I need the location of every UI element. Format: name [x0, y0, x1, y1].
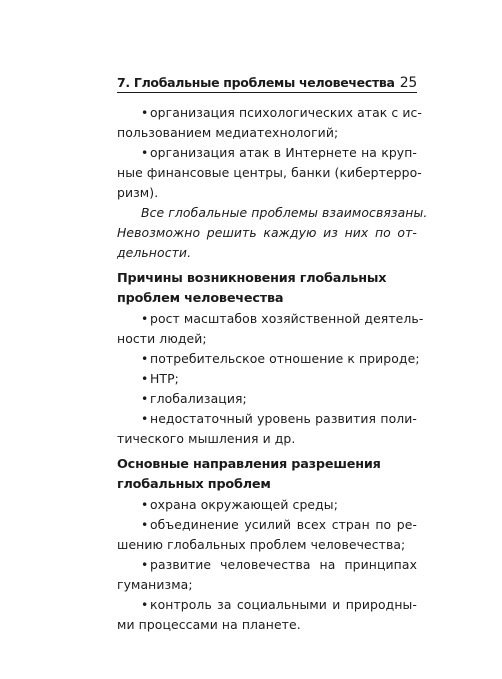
list-item-text: контроль за социальными и природны-	[150, 597, 417, 612]
bullet-glyph: •	[141, 105, 149, 120]
running-header	[117, 70, 417, 93]
bullet-glyph: •	[141, 557, 149, 572]
list-item	[117, 495, 417, 515]
italic-paragraph-line: дельности.	[117, 245, 192, 260]
list-item	[117, 103, 422, 123]
list-item-text: рост масштабов хозяйственной деятель-	[150, 311, 424, 326]
bullet-glyph: •	[141, 411, 149, 426]
bullet-glyph: •	[141, 391, 149, 406]
list-item-continuation: ные финансовые центры, банки (кибертерро-	[117, 165, 422, 180]
bullet-glyph: •	[141, 145, 149, 160]
list-item	[117, 143, 417, 163]
chapter-title: 7. Глобальные проблемы человечества	[117, 75, 395, 90]
list-item-text: охрана окружающей среды;	[150, 497, 338, 512]
bullet-glyph: •	[141, 371, 149, 386]
list-item-text: недостаточный уровень развития поли-	[150, 411, 417, 426]
list-item-continuation: гуманизма;	[117, 577, 193, 592]
list-item-text: потребительское отношение к природе;	[150, 351, 420, 366]
bullet-glyph: •	[141, 517, 149, 532]
section-heading: проблем человечества	[117, 291, 284, 306]
list-item-text: развитие человечества на принципах	[150, 557, 417, 572]
list-item	[117, 389, 417, 409]
bullet-glyph: •	[141, 497, 149, 512]
list-item-continuation: ности людей;	[117, 331, 207, 346]
list-item-continuation: шению глобальных проблем человечества;	[117, 537, 406, 552]
list-item-continuation: тического мышления и др.	[117, 431, 296, 446]
list-item-text: НТР;	[150, 371, 179, 386]
list-item	[117, 515, 417, 535]
italic-paragraph-line: Все глобальные проблемы взаимосвязаны.	[141, 205, 428, 220]
list-item	[117, 309, 424, 329]
page-content	[117, 103, 428, 635]
italic-paragraph-line: Невозможно решить каждую из них по от-	[117, 225, 417, 240]
list-item	[117, 595, 417, 615]
list-item-text: объединение усилий всех стран по ре-	[150, 517, 417, 532]
bullet-glyph: •	[141, 311, 149, 326]
list-item-continuation: пользованием медиатехнологий;	[117, 125, 339, 140]
list-item-text: организация психологических атак с ис-	[150, 105, 422, 120]
page-number: 25	[399, 75, 417, 91]
list-item-text: глобализация;	[150, 391, 247, 406]
list-item-continuation: ми процессами на планете.	[117, 617, 301, 632]
list-item	[117, 349, 420, 369]
section-heading: Причины возникновения глобальных	[117, 271, 387, 286]
list-item-text: организация атак в Интернете на круп-	[150, 145, 417, 160]
bullet-glyph: •	[141, 351, 149, 366]
list-item	[117, 409, 417, 429]
list-item	[117, 555, 417, 575]
section-heading: Основные направления разрешения	[117, 457, 381, 472]
list-item-continuation: ризм).	[117, 185, 159, 200]
book-page	[117, 70, 428, 635]
list-item	[117, 369, 417, 389]
bullet-glyph: •	[141, 597, 149, 612]
section-heading: глобальных проблем	[117, 477, 271, 492]
